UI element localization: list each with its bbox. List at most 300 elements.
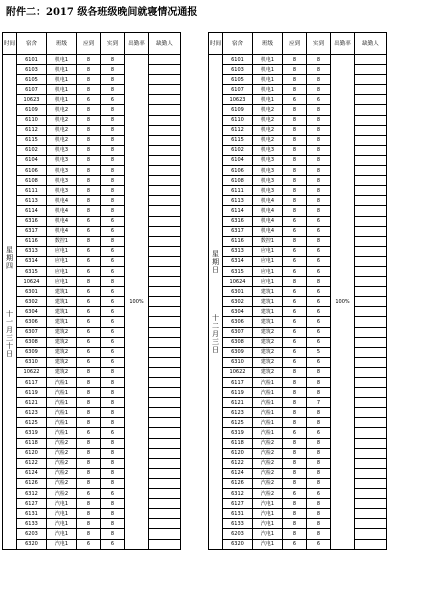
- table-row: [3, 499, 181, 509]
- actual-cell: 6: [101, 266, 125, 276]
- class-cell: 机电4: [253, 216, 283, 226]
- table-row: [3, 155, 181, 165]
- expected-cell: 8: [77, 186, 101, 196]
- expected-cell: 8: [77, 125, 101, 135]
- expected-cell: 8: [77, 75, 101, 85]
- table-row: [3, 287, 181, 297]
- expected-cell: 8: [77, 398, 101, 408]
- absentee-cell: [149, 196, 181, 206]
- header-expected: 应到: [283, 33, 307, 55]
- absentee-cell: [149, 367, 181, 377]
- actual-cell: 6: [101, 337, 125, 347]
- dorm-cell: 6127: [17, 499, 47, 509]
- table-row: [209, 226, 387, 236]
- absentee-cell: [149, 145, 181, 155]
- absentee-cell: [355, 196, 387, 206]
- dorm-cell: 6103: [17, 65, 47, 75]
- dorm-cell: 6319: [223, 428, 253, 438]
- expected-cell: 8: [283, 378, 307, 388]
- expected-cell: 8: [283, 398, 307, 408]
- class-cell: 机电3: [253, 145, 283, 155]
- class-cell: 汽检2: [253, 458, 283, 468]
- absentee-cell: [355, 155, 387, 165]
- weekday-label: 星期四: [6, 245, 13, 270]
- dorm-cell: 6304: [223, 307, 253, 317]
- expected-cell: 8: [283, 145, 307, 155]
- dorm-cell: 6116: [223, 236, 253, 246]
- dorm-cell: 6122: [17, 458, 47, 468]
- dorm-cell: 6314: [17, 256, 47, 266]
- class-cell: 建筑1: [47, 297, 77, 307]
- absentee-cell: [355, 438, 387, 448]
- table-row: [209, 216, 387, 226]
- weekday-label: 星期日: [212, 249, 219, 274]
- absentee-cell: [149, 236, 181, 246]
- absentee-cell: [355, 145, 387, 155]
- absentee-cell: [149, 428, 181, 438]
- expected-cell: 8: [283, 85, 307, 95]
- dorm-cell: 6101: [17, 55, 47, 65]
- class-cell: 汽检2: [253, 438, 283, 448]
- expected-cell: 6: [283, 287, 307, 297]
- class-cell: 汽电1: [253, 509, 283, 519]
- table-row: [3, 438, 181, 448]
- class-cell: 机电2: [47, 115, 77, 125]
- dorm-cell: 6306: [17, 317, 47, 327]
- actual-cell: 6: [307, 216, 331, 226]
- absentee-cell: [149, 277, 181, 287]
- dorm-cell: 6115: [223, 135, 253, 145]
- class-cell: 应电1: [253, 256, 283, 266]
- expected-cell: 8: [283, 55, 307, 65]
- actual-cell: 6: [307, 95, 331, 105]
- table-row: [209, 539, 387, 549]
- dorm-cell: 6107: [223, 85, 253, 95]
- absentee-cell: [149, 357, 181, 367]
- actual-cell: 8: [101, 519, 125, 529]
- class-cell: 机电1: [253, 75, 283, 85]
- expected-cell: 8: [77, 206, 101, 216]
- dorm-cell: 6109: [223, 105, 253, 115]
- absentee-cell: [355, 327, 387, 337]
- table-row: [3, 337, 181, 347]
- actual-cell: 6: [101, 287, 125, 297]
- dorm-cell: 6113: [223, 196, 253, 206]
- dorm-cell: 6104: [17, 155, 47, 165]
- class-cell: 机电3: [253, 176, 283, 186]
- expected-cell: 6: [283, 246, 307, 256]
- header-actual: 实到: [101, 33, 125, 55]
- expected-cell: 6: [77, 246, 101, 256]
- header-dorm: 宿舍: [17, 33, 47, 55]
- attendance-table-left: [2, 32, 181, 550]
- dorm-cell: 10622: [17, 367, 47, 377]
- absentee-cell: [149, 458, 181, 468]
- class-cell: 应电1: [47, 266, 77, 276]
- table-row: [3, 206, 181, 216]
- class-cell: 建筑1: [47, 307, 77, 317]
- table-row: [209, 287, 387, 297]
- absentee-cell: [355, 408, 387, 418]
- date-label: 十二月三日: [212, 313, 219, 354]
- absentee-cell: [355, 85, 387, 95]
- class-cell: 汽电1: [253, 539, 283, 549]
- table-row: [3, 539, 181, 549]
- expected-cell: 8: [283, 115, 307, 125]
- expected-cell: 8: [77, 145, 101, 155]
- expected-cell: 8: [77, 176, 101, 186]
- actual-cell: 8: [307, 509, 331, 519]
- dorm-cell: 6203: [17, 529, 47, 539]
- header-time: 时间: [3, 33, 17, 55]
- expected-cell: 8: [77, 105, 101, 115]
- dorm-cell: 6116: [17, 236, 47, 246]
- absentee-cell: [355, 115, 387, 125]
- dorm-cell: 6121: [17, 398, 47, 408]
- actual-cell: 8: [307, 145, 331, 155]
- table-row: [3, 125, 181, 135]
- dorm-cell: 6119: [223, 388, 253, 398]
- class-cell: 机电4: [47, 216, 77, 226]
- table-row: [3, 307, 181, 317]
- expected-cell: 6: [283, 428, 307, 438]
- dorm-cell: 6114: [17, 206, 47, 216]
- actual-cell: 8: [101, 468, 125, 478]
- table-row: [3, 458, 181, 468]
- class-cell: 机电2: [47, 135, 77, 145]
- table-row: [209, 499, 387, 509]
- absentee-cell: [149, 378, 181, 388]
- expected-cell: 8: [77, 458, 101, 468]
- actual-cell: 6: [101, 256, 125, 266]
- class-cell: 建筑1: [253, 287, 283, 297]
- table-row: [209, 297, 387, 307]
- table-row: [209, 145, 387, 155]
- expected-cell: 6: [283, 357, 307, 367]
- actual-cell: 8: [101, 438, 125, 448]
- expected-cell: 8: [77, 367, 101, 377]
- header-absentees: 缺勤人: [149, 33, 181, 55]
- expected-cell: 8: [77, 135, 101, 145]
- table-row: [209, 186, 387, 196]
- dorm-cell: 6112: [17, 125, 47, 135]
- absentee-cell: [355, 226, 387, 236]
- table-row: [209, 509, 387, 519]
- expected-cell: 6: [283, 307, 307, 317]
- class-cell: 机电1: [47, 95, 77, 105]
- dorm-cell: 6313: [223, 246, 253, 256]
- class-cell: 汽检1: [47, 398, 77, 408]
- absentee-cell: [149, 478, 181, 488]
- absentee-cell: [355, 176, 387, 186]
- class-cell: 机电3: [47, 155, 77, 165]
- table-row: [3, 95, 181, 105]
- table-row: [3, 428, 181, 438]
- expected-cell: 8: [77, 448, 101, 458]
- time-cell: [3, 55, 17, 550]
- time-cell: [209, 55, 223, 550]
- table-row: [209, 367, 387, 377]
- dorm-cell: 6310: [17, 357, 47, 367]
- class-cell: 建筑1: [253, 297, 283, 307]
- expected-cell: 8: [283, 196, 307, 206]
- actual-cell: 6: [101, 317, 125, 327]
- expected-cell: 6: [77, 337, 101, 347]
- actual-cell: 8: [307, 367, 331, 377]
- expected-cell: 8: [283, 186, 307, 196]
- expected-cell: 8: [77, 509, 101, 519]
- actual-cell: 8: [101, 458, 125, 468]
- expected-cell: 6: [77, 428, 101, 438]
- absentee-cell: [355, 75, 387, 85]
- dorm-cell: 6307: [17, 327, 47, 337]
- table-row: [209, 236, 387, 246]
- actual-cell: 6: [101, 297, 125, 307]
- actual-cell: 8: [101, 196, 125, 206]
- document-title: 附件二：2017 级各班级晚间就寝情况通报: [6, 7, 198, 18]
- header-attendance-rate: 出勤率: [125, 33, 149, 55]
- dorm-cell: 6308: [17, 337, 47, 347]
- class-cell: 汽电1: [47, 509, 77, 519]
- actual-cell: 6: [101, 307, 125, 317]
- absentee-cell: [149, 489, 181, 499]
- table-row: [3, 115, 181, 125]
- table-row: [3, 236, 181, 246]
- actual-cell: 6: [307, 428, 331, 438]
- table-row: [209, 438, 387, 448]
- actual-cell: 6: [307, 297, 331, 307]
- absentee-cell: [149, 287, 181, 297]
- expected-cell: 8: [283, 529, 307, 539]
- actual-cell: 6: [101, 226, 125, 236]
- expected-cell: 8: [283, 468, 307, 478]
- dorm-cell: 10624: [17, 277, 47, 287]
- actual-cell: 6: [307, 337, 331, 347]
- actual-cell: 6: [101, 327, 125, 337]
- table-row: [209, 176, 387, 186]
- class-cell: 应电1: [253, 246, 283, 256]
- absentee-cell: [355, 105, 387, 115]
- actual-cell: 8: [307, 65, 331, 75]
- class-cell: 汽检2: [253, 448, 283, 458]
- table-row: [209, 95, 387, 105]
- absentee-cell: [355, 347, 387, 357]
- absentee-cell: [149, 266, 181, 276]
- actual-cell: 8: [101, 277, 125, 287]
- class-cell: 汽电1: [253, 519, 283, 529]
- table-row: [209, 418, 387, 428]
- expected-cell: 6: [283, 327, 307, 337]
- class-cell: 机电2: [253, 115, 283, 125]
- table-row: [209, 85, 387, 95]
- dorm-cell: 6111: [223, 186, 253, 196]
- expected-cell: 6: [283, 337, 307, 347]
- table-row: [209, 388, 387, 398]
- expected-cell: 8: [283, 438, 307, 448]
- class-cell: 汽检1: [253, 388, 283, 398]
- class-cell: 建筑1: [47, 317, 77, 327]
- dorm-cell: 6119: [17, 388, 47, 398]
- expected-cell: 8: [283, 519, 307, 529]
- actual-cell: 8: [307, 378, 331, 388]
- actual-cell: 8: [101, 166, 125, 176]
- actual-cell: 8: [101, 499, 125, 509]
- actual-cell: 6: [101, 347, 125, 357]
- absentee-cell: [355, 489, 387, 499]
- actual-cell: 8: [307, 236, 331, 246]
- table-row: [209, 75, 387, 85]
- absentee-cell: [355, 95, 387, 105]
- expected-cell: 6: [77, 266, 101, 276]
- expected-cell: 8: [283, 236, 307, 246]
- expected-cell: 6: [77, 297, 101, 307]
- actual-cell: 8: [307, 55, 331, 65]
- table-row: [3, 75, 181, 85]
- actual-cell: 8: [307, 125, 331, 135]
- dorm-cell: 6122: [223, 458, 253, 468]
- expected-cell: 8: [77, 115, 101, 125]
- dorm-cell: 6124: [17, 468, 47, 478]
- class-cell: 汽检1: [47, 378, 77, 388]
- class-cell: 机电2: [253, 125, 283, 135]
- table-row: [209, 65, 387, 75]
- expected-cell: 8: [77, 85, 101, 95]
- expected-cell: 6: [77, 226, 101, 236]
- table-row: [209, 135, 387, 145]
- table-row: [209, 357, 387, 367]
- table-row: [3, 357, 181, 367]
- dorm-cell: 6110: [223, 115, 253, 125]
- class-cell: 汽检2: [253, 478, 283, 488]
- table-row: [209, 529, 387, 539]
- absentee-cell: [149, 327, 181, 337]
- actual-cell: 8: [307, 499, 331, 509]
- table-row: [209, 428, 387, 438]
- actual-cell: 8: [307, 105, 331, 115]
- table-row: [3, 105, 181, 115]
- dorm-cell: 6313: [17, 246, 47, 256]
- actual-cell: 6: [307, 226, 331, 236]
- actual-cell: 8: [307, 468, 331, 478]
- header-actual: 实到: [307, 33, 331, 55]
- expected-cell: 8: [283, 176, 307, 186]
- actual-cell: 8: [307, 388, 331, 398]
- table-row: [209, 378, 387, 388]
- absentee-cell: [149, 388, 181, 398]
- table-row: [209, 115, 387, 125]
- table-row: [209, 478, 387, 488]
- actual-cell: 8: [101, 55, 125, 65]
- dorm-cell: 10623: [17, 95, 47, 105]
- dorm-cell: 6320: [223, 539, 253, 549]
- absentee-cell: [355, 539, 387, 549]
- absentee-cell: [149, 519, 181, 529]
- table-row: [209, 196, 387, 206]
- absentee-cell: [149, 539, 181, 549]
- expected-cell: 8: [77, 55, 101, 65]
- expected-cell: 8: [283, 166, 307, 176]
- table-row: [3, 226, 181, 236]
- expected-cell: 8: [283, 418, 307, 428]
- dorm-cell: 6108: [223, 176, 253, 186]
- expected-cell: 6: [283, 226, 307, 236]
- absentee-cell: [355, 236, 387, 246]
- class-cell: 建筑2: [253, 357, 283, 367]
- table-row: [3, 135, 181, 145]
- absentee-cell: [149, 186, 181, 196]
- table-row: [209, 337, 387, 347]
- actual-cell: 8: [307, 176, 331, 186]
- table-row: [3, 85, 181, 95]
- actual-cell: 8: [307, 135, 331, 145]
- expected-cell: 6: [283, 317, 307, 327]
- table-row: [3, 388, 181, 398]
- class-cell: 建筑2: [253, 367, 283, 377]
- dorm-cell: 6317: [223, 226, 253, 236]
- dorm-cell: 6317: [17, 226, 47, 236]
- dorm-cell: 6123: [223, 408, 253, 418]
- table-row: [209, 155, 387, 165]
- actual-cell: 8: [307, 115, 331, 125]
- header-dorm: 宿舍: [223, 33, 253, 55]
- class-cell: 应电1: [253, 266, 283, 276]
- dorm-cell: 6312: [223, 489, 253, 499]
- table-row: [3, 216, 181, 226]
- table-row: [3, 468, 181, 478]
- table-row: [3, 256, 181, 266]
- actual-cell: 8: [101, 408, 125, 418]
- dorm-cell: 6112: [223, 125, 253, 135]
- actual-cell: 8: [101, 509, 125, 519]
- expected-cell: 8: [283, 206, 307, 216]
- class-cell: 汽电1: [47, 499, 77, 509]
- table-row: [3, 176, 181, 186]
- absentee-cell: [355, 357, 387, 367]
- absentee-cell: [149, 317, 181, 327]
- dorm-cell: 6320: [17, 539, 47, 549]
- class-cell: 汽检1: [253, 428, 283, 438]
- actual-cell: 6: [307, 246, 331, 256]
- dorm-cell: 6121: [223, 398, 253, 408]
- expected-cell: 8: [283, 367, 307, 377]
- class-cell: 建筑1: [253, 317, 283, 327]
- dorm-cell: 10622: [223, 367, 253, 377]
- class-cell: 数控1: [253, 236, 283, 246]
- absentee-cell: [149, 337, 181, 347]
- absentee-cell: [355, 186, 387, 196]
- dorm-cell: 6107: [17, 85, 47, 95]
- absentee-cell: [355, 418, 387, 428]
- actual-cell: 6: [307, 357, 331, 367]
- actual-cell: 6: [307, 327, 331, 337]
- actual-cell: 6: [307, 256, 331, 266]
- class-cell: 机电1: [47, 75, 77, 85]
- absentee-cell: [355, 135, 387, 145]
- table-row: [3, 489, 181, 499]
- class-cell: 建筑2: [253, 337, 283, 347]
- absentee-cell: [355, 337, 387, 347]
- class-cell: 机电4: [47, 206, 77, 216]
- dorm-cell: 6110: [17, 115, 47, 125]
- class-cell: 汽电1: [47, 519, 77, 529]
- absentee-cell: [355, 499, 387, 509]
- dorm-cell: 6113: [17, 196, 47, 206]
- absentee-cell: [149, 448, 181, 458]
- class-cell: 机电1: [253, 95, 283, 105]
- class-cell: 汽检1: [253, 418, 283, 428]
- dorm-cell: 6301: [223, 287, 253, 297]
- actual-cell: 8: [101, 125, 125, 135]
